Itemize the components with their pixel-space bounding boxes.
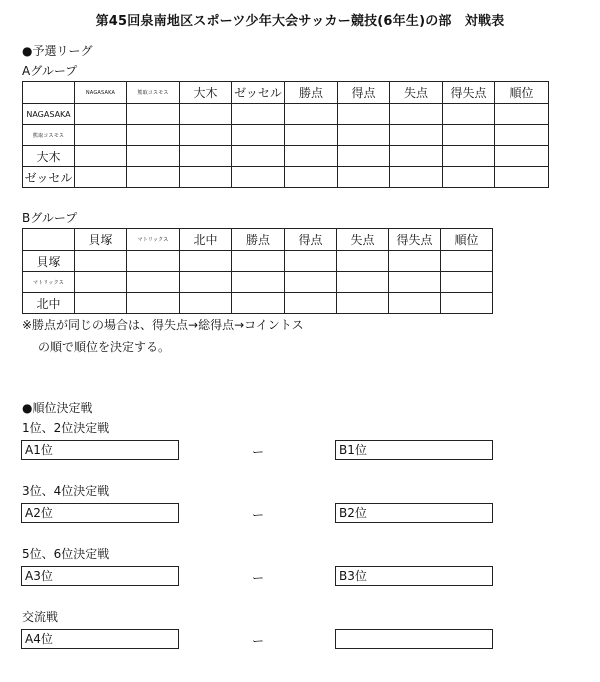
score-cell (127, 272, 180, 293)
score-cell (285, 272, 337, 293)
score-cell (180, 293, 232, 314)
score-cell (127, 104, 180, 125)
group-b-col-header: マトリックス (127, 229, 180, 251)
group-a-header-row (23, 82, 549, 104)
score-cell (441, 251, 493, 272)
score-cell (75, 125, 127, 146)
match-dash: ー (252, 634, 265, 648)
group-a-corner-cell (23, 82, 75, 104)
score-cell (443, 125, 495, 146)
score-cell (441, 272, 493, 293)
group-b-header-row (23, 229, 493, 251)
group-b-col-header: 貝塚 (75, 229, 127, 251)
score-cell (127, 146, 180, 167)
score-cell (232, 293, 285, 314)
match-right-slot: B3位 (335, 566, 493, 586)
score-cell (443, 146, 495, 167)
group-a-col-header: 勝点 (285, 82, 338, 104)
table-row (23, 272, 493, 293)
score-cell (75, 272, 127, 293)
score-cell (285, 104, 338, 125)
match-label: 3位、4位決定戦 (22, 484, 110, 498)
group-b-col-header: 勝点 (232, 229, 285, 251)
score-cell (337, 293, 389, 314)
group-b-table (22, 228, 493, 314)
match-label: 5位、6位決定戦 (22, 547, 110, 561)
score-cell (232, 125, 285, 146)
score-cell (390, 125, 443, 146)
score-cell (127, 251, 180, 272)
score-cell (127, 293, 180, 314)
group-b-corner-cell (23, 229, 75, 251)
table-row (23, 125, 549, 146)
table-row (23, 293, 493, 314)
group-b-row-header: 北中 (23, 293, 75, 314)
score-cell (495, 167, 549, 188)
prelim-heading: ●予選リーグ (22, 44, 93, 58)
match-right-slot: B1位 (335, 440, 493, 460)
score-cell (285, 293, 337, 314)
score-cell (389, 272, 441, 293)
ranking-heading: ●順位決定戦 (22, 401, 93, 415)
group-a-col-header: NAGASAKA (75, 82, 127, 104)
match-right-slot (335, 629, 493, 649)
group-a-row-header: 大木 (23, 146, 75, 167)
tiebreak-note-line1: ※勝点が同じの場合は、得失点→総得点→コイントス (22, 318, 304, 332)
score-cell (389, 251, 441, 272)
group-a-col-header: 大木 (180, 82, 232, 104)
group-b-col-header: 失点 (337, 229, 389, 251)
score-cell (232, 251, 285, 272)
score-cell (389, 293, 441, 314)
group-b-col-header: 得失点 (389, 229, 441, 251)
match-left-slot: A4位 (21, 629, 179, 649)
group-a-row-header: ゼッセル (23, 167, 75, 188)
match-dash: ー (252, 571, 265, 585)
group-a-table (22, 81, 549, 188)
table-row (23, 167, 549, 188)
score-cell (75, 293, 127, 314)
score-cell (180, 146, 232, 167)
match-dash: ー (252, 508, 265, 522)
score-cell (285, 167, 338, 188)
group-a-label: Aグループ (22, 64, 78, 78)
group-b-row-header: 貝塚 (23, 251, 75, 272)
match-left-slot: A3位 (21, 566, 179, 586)
page-title: 第45回泉南地区スポーツ少年大会サッカー競技(6年生)の部 対戦表 (95, 14, 505, 29)
group-a-col-header: 失点 (390, 82, 443, 104)
group-a-col-header: ゼッセル (232, 82, 285, 104)
match-right-slot: B2位 (335, 503, 493, 523)
score-cell (390, 146, 443, 167)
group-a-row-header: 熊取コスモス (23, 125, 75, 146)
table-row (23, 251, 493, 272)
group-a-col-header: 熊取コスモス (127, 82, 180, 104)
score-cell (180, 272, 232, 293)
score-cell (338, 104, 390, 125)
score-cell (232, 167, 285, 188)
table-row (23, 104, 549, 125)
group-b-col-header: 順位 (441, 229, 493, 251)
match-label: 交流戦 (22, 610, 59, 624)
score-cell (127, 167, 180, 188)
group-a-row-header: NAGASAKA (23, 104, 75, 125)
score-cell (180, 104, 232, 125)
score-cell (232, 272, 285, 293)
score-cell (127, 125, 180, 146)
score-cell (285, 125, 338, 146)
score-cell (495, 104, 549, 125)
score-cell (180, 125, 232, 146)
score-cell (75, 104, 127, 125)
score-cell (443, 104, 495, 125)
score-cell (180, 251, 232, 272)
score-cell (232, 104, 285, 125)
score-cell (495, 146, 549, 167)
score-cell (495, 125, 549, 146)
score-cell (338, 125, 390, 146)
group-b-label: Bグループ (22, 211, 78, 225)
score-cell (441, 293, 493, 314)
score-cell (390, 104, 443, 125)
match-label: 1位、2位決定戦 (22, 421, 110, 435)
match-dash: ー (252, 445, 265, 459)
tiebreak-note-line2: の順で順位を決定する。 (38, 340, 171, 354)
score-cell (338, 146, 390, 167)
group-a-col-header: 得失点 (443, 82, 495, 104)
score-cell (285, 251, 337, 272)
score-cell (338, 167, 390, 188)
score-cell (75, 146, 127, 167)
score-cell (285, 146, 338, 167)
group-a-col-header: 順位 (495, 82, 549, 104)
score-cell (337, 272, 389, 293)
table-row (23, 146, 549, 167)
score-cell (180, 167, 232, 188)
match-left-slot: A2位 (21, 503, 179, 523)
group-b-col-header: 得点 (285, 229, 337, 251)
score-cell (443, 167, 495, 188)
score-cell (390, 167, 443, 188)
group-b-col-header: 北中 (180, 229, 232, 251)
match-left-slot: A1位 (21, 440, 179, 460)
score-cell (232, 146, 285, 167)
group-a-col-header: 得点 (338, 82, 390, 104)
score-cell (75, 251, 127, 272)
score-cell (75, 167, 127, 188)
score-cell (337, 251, 389, 272)
group-b-row-header: マトリックス (23, 272, 75, 293)
